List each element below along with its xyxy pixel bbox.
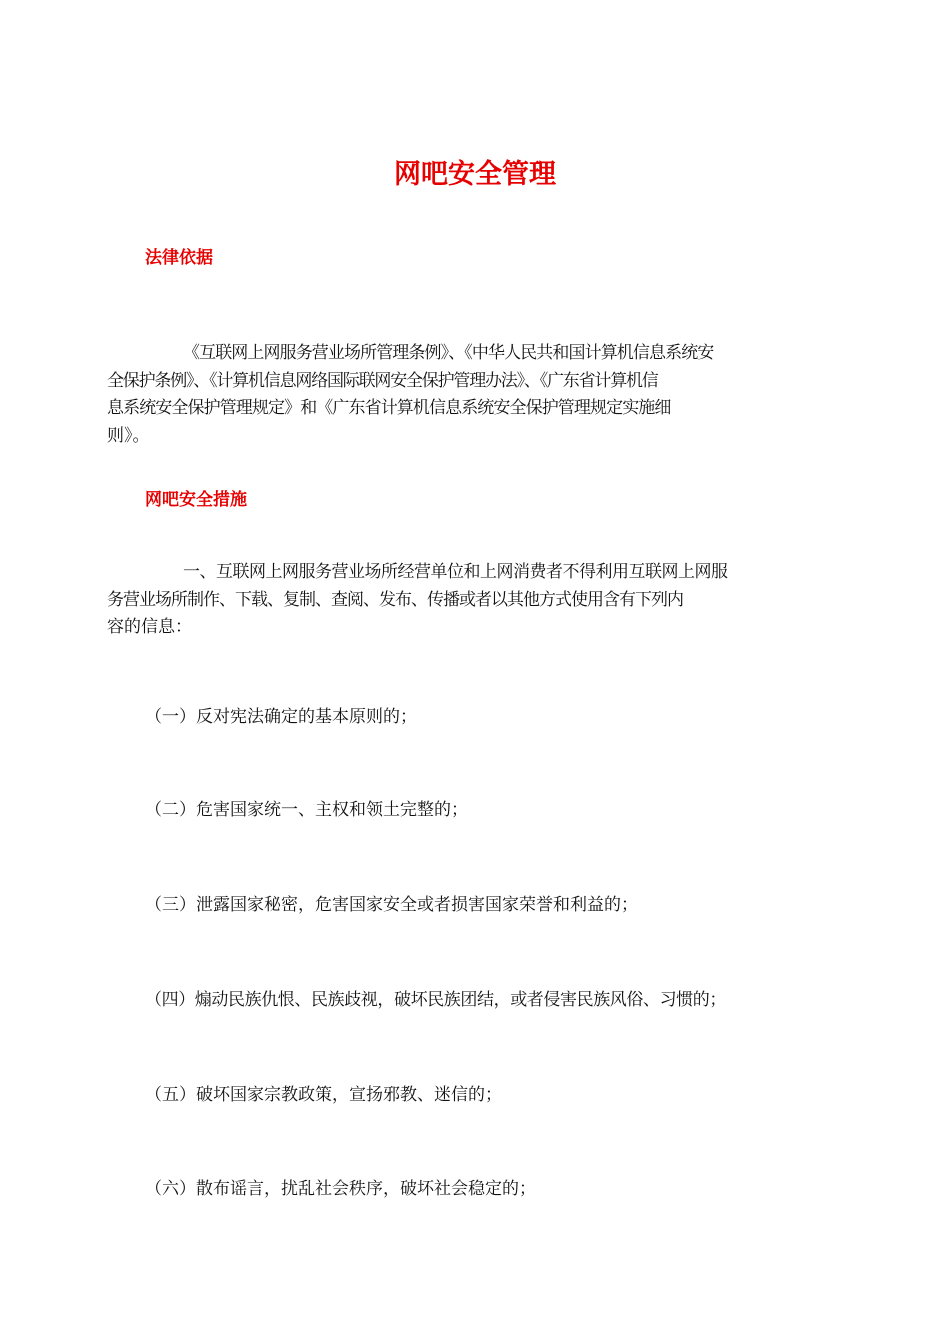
paragraph-line: 一、互联网上网服务营业场所经营单位和上网消费者不得利用互联网上网服: [183, 562, 728, 582]
paragraph-line: 息系统安全保护管理规定》和《广东省计算机信息系统安全保护管理规定实施细: [107, 398, 671, 418]
list-item: （一）反对宪法确定的基本原则的；: [145, 707, 417, 727]
paragraph-line: 则》。: [107, 425, 150, 446]
list-item: （四）煽动民族仇恨、民族歧视，破坏民族团结，或者侵害民族风俗、习惯的；: [145, 990, 726, 1010]
section-heading-legal-basis: 法律依据: [145, 248, 213, 268]
list-item: （六）散布谣言，扰乱社会秩序，破坏社会稳定的；: [145, 1179, 536, 1199]
legal-basis-paragraph: [107, 340, 807, 450]
safety-measures-paragraph: [107, 559, 807, 642]
list-item: （五）破坏国家宗教政策，宣扬邪教、迷信的；: [145, 1085, 502, 1105]
section-heading-safety-measures: 网吧安全措施: [145, 490, 247, 510]
paragraph-line: 务营业场所制作、下载、复制、查阅、发布、传播或者以其他方式使用含有下列内: [107, 589, 683, 610]
document-title: 网吧安全管理: [394, 159, 556, 190]
paragraph-line: 容的信息：: [107, 617, 192, 637]
paragraph-line: 全保护条例》、《计算机信息网络国际联网安全保护管理办法》、《广东省计算机信: [107, 370, 658, 391]
list-item: （三）泄露国家秘密，危害国家安全或者损害国家荣誉和利益的；: [145, 895, 638, 915]
paragraph-line: 《互联网上网服务营业场所管理条例》、《中华人民共和国计算机信息系统安: [183, 343, 714, 363]
list-item: （二）危害国家统一、主权和领土完整的；: [145, 800, 468, 820]
